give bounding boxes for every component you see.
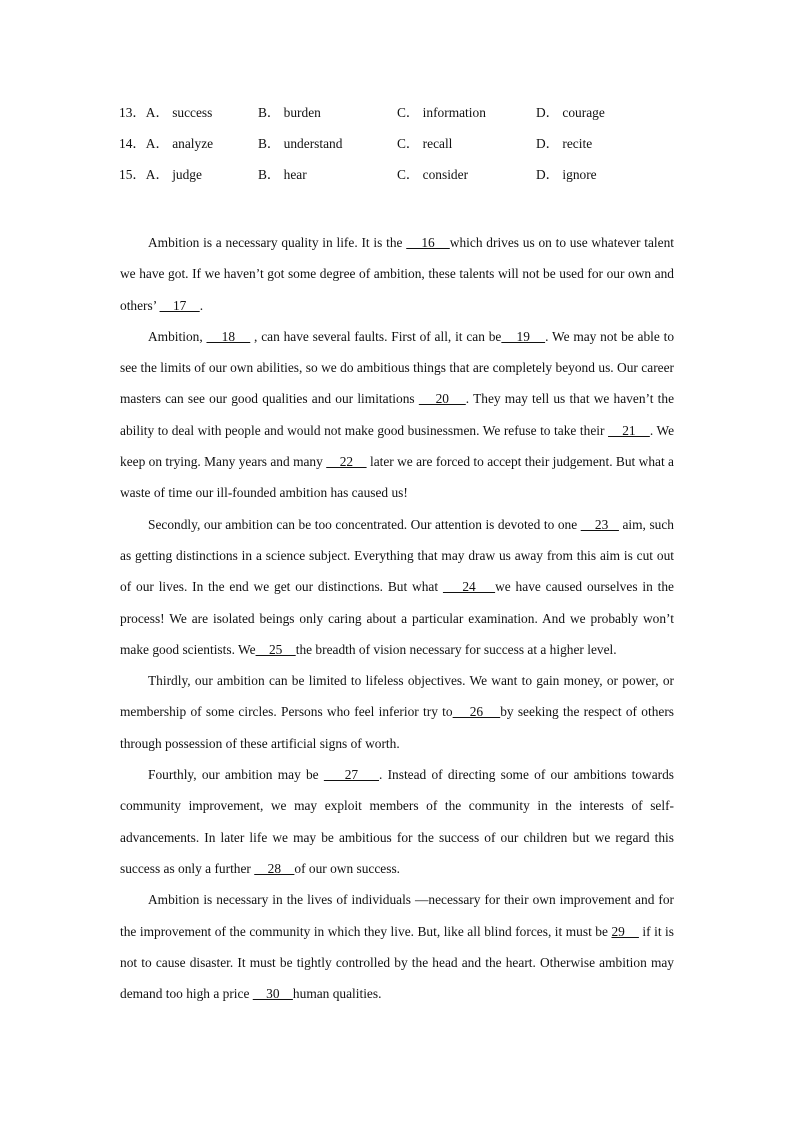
- paragraph-2: Ambition, 18 , can have several faults. First of all, it can be 19 . We may not be able to see the limits of our own abilities, so we do ambitious things that are completely beyond us. Our career masters can see our good qualities and our limitations 20 . They may tell us that we haven’t the ability to deal with people and would not make good businessmen. We refuse to take their 21 . We keep on trying. Many years and many 22 later we are forced to accept their judgement. But what a waste of time our ill-founded ambition has caused us!: [120, 328, 675, 501]
- answer-choices: [119, 104, 679, 197]
- choice-15-c: C． consider: [397, 167, 469, 182]
- cloze-passage: [120, 227, 674, 1009]
- choice-row-15: [119, 166, 679, 197]
- blank-24: 24: [442, 579, 496, 595]
- question-number: 14．: [119, 136, 146, 151]
- blank-28: 28: [254, 860, 295, 876]
- paragraph-4: Thirdly, our ambition can be limited to lifeless objectives. We want to gain money, or power, or membership of some circles. Persons who feel inferior try to 26 by seeking the respect of others through possession of these artificial signs of worth.: [120, 673, 675, 751]
- blank-23: 23: [580, 516, 619, 532]
- choice-13-d: D． courage: [536, 105, 605, 120]
- choice-13-b: B． burden: [258, 105, 321, 120]
- blank-17: 17: [159, 297, 200, 313]
- blank-29: 29: [611, 923, 639, 939]
- choice-13-c: C． information: [397, 105, 486, 120]
- blank-21: 21: [608, 422, 650, 438]
- choice-15-a: 15．A． judge: [119, 167, 202, 182]
- blank-20: 20: [418, 391, 466, 407]
- paragraph-3: Secondly, our ambition can be too concentrated. Our attention is devoted to one 23 aim, such as getting distinctions in a science subject. Everything that may draw us away from this aim is cut out of our lives. In the end we get our distinctions. But what 24 we have caused ourselves in the process! We are isolated beings only caring about a particular examination. And we probably won’t make good scientists. We 25 the breadth of vision necessary for success at a higher level.: [120, 516, 674, 657]
- blank-16: 16: [406, 235, 450, 250]
- choice-14-c: C． recall: [397, 136, 453, 151]
- choice-14-b: B． understand: [258, 136, 343, 151]
- blank-27: 27: [323, 767, 380, 783]
- blank-26: 26: [452, 704, 501, 720]
- choice-15-d: D． ignore: [536, 167, 597, 182]
- paragraph-5: Fourthly, our ambition may be 27 . Instead of directing some of our ambitions towards community improvement, we may exploit members of the community in the interests of self-advancements. In later life we may be ambitious for the success of our children but we regard this success as only a further 28 of our own success.: [120, 767, 675, 876]
- choice-row-14: [119, 135, 679, 166]
- choice-13-a: 13．A． success: [119, 105, 213, 120]
- paragraph-6: Ambition is necessary in the lives of individuals —necessary for their own improvement and for the improvement of the community in which they live. But, like all blind forces, it must be 29 if it is not to cause disaster. It must be tightly controlled by the head and the heart. Otherwise ambition may demand too high a price 30 human qualities.: [120, 892, 674, 1002]
- choice-15-b: B． hear: [258, 167, 307, 182]
- blank-30: 30: [252, 986, 293, 1002]
- choice-14-a: 14．A． analyze: [119, 136, 214, 151]
- choice-14-d: D． recite: [536, 136, 593, 151]
- blank-22: 22: [326, 454, 367, 470]
- blank-19: 19: [501, 328, 546, 344]
- blank-25: 25: [255, 641, 296, 657]
- blank-18: 18: [206, 328, 251, 344]
- question-number: 13．: [119, 105, 146, 120]
- choice-row-13: [119, 104, 679, 135]
- question-number: 15．: [119, 167, 146, 182]
- paragraph-1: Ambition is a necessary quality in life. It is the 16 which drives us on to use whatever talent we have got. If we haven’t got some degree of ambition, these talents will not be used for our own and others’ 17 .: [120, 235, 675, 313]
